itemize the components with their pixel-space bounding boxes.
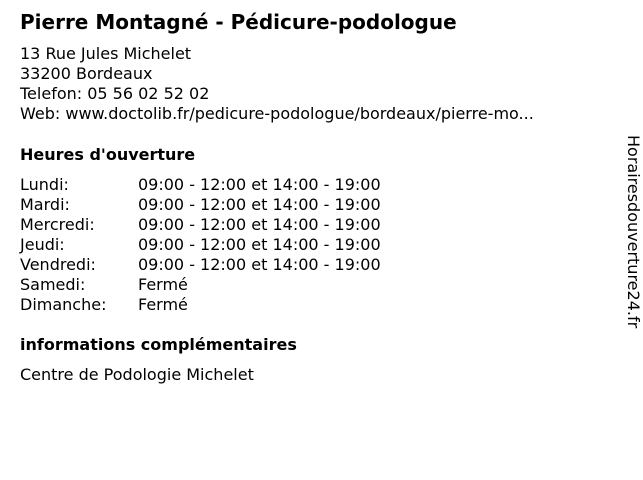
hours-row-friday	[20, 255, 381, 275]
hours-time: Fermé	[138, 275, 188, 294]
info-heading: informations complémentaires	[20, 335, 297, 354]
hours-time: 09:00 - 12:00 et 14:00 - 19:00	[138, 255, 381, 274]
hours-row-monday	[20, 175, 381, 195]
hours-time: Fermé	[138, 295, 188, 314]
hours-row-wednesday	[20, 215, 381, 235]
hours-day: Dimanche:	[20, 295, 107, 314]
address-block	[20, 44, 534, 124]
site-watermark: Horairesdouverture24.fr	[624, 135, 643, 329]
hours-row-saturday	[20, 275, 381, 295]
hours-heading: Heures d'ouverture	[20, 145, 196, 164]
street-address: 13 Rue Jules Michelet	[20, 44, 192, 63]
hours-time: 09:00 - 12:00 et 14:00 - 19:00	[138, 215, 381, 234]
hours-time: 09:00 - 12:00 et 14:00 - 19:00	[138, 195, 381, 214]
hours-row-sunday	[20, 295, 381, 315]
hours-time: 09:00 - 12:00 et 14:00 - 19:00	[138, 175, 381, 194]
hours-day: Mardi:	[20, 195, 70, 214]
page-title: Pierre Montagné - Pédicure-podologue	[20, 10, 457, 34]
hours-row-thursday	[20, 235, 381, 255]
hours-day: Vendredi:	[20, 255, 96, 274]
hours-day: Samedi:	[20, 275, 86, 294]
hours-day: Mercredi:	[20, 215, 95, 234]
hours-table	[20, 175, 381, 315]
website-link[interactable]: Web: www.doctolib.fr/pedicure-podologue/bordeaux/pierre-mo...	[20, 104, 534, 123]
city-address: 33200 Bordeaux	[20, 64, 153, 83]
info-text: Centre de Podologie Michelet	[20, 365, 254, 384]
hours-time: 09:00 - 12:00 et 14:00 - 19:00	[138, 235, 381, 254]
hours-row-tuesday	[20, 195, 381, 215]
hours-day: Lundi:	[20, 175, 69, 194]
hours-day: Jeudi:	[20, 235, 65, 254]
phone-number: Telefon: 05 56 02 52 02	[20, 84, 210, 103]
